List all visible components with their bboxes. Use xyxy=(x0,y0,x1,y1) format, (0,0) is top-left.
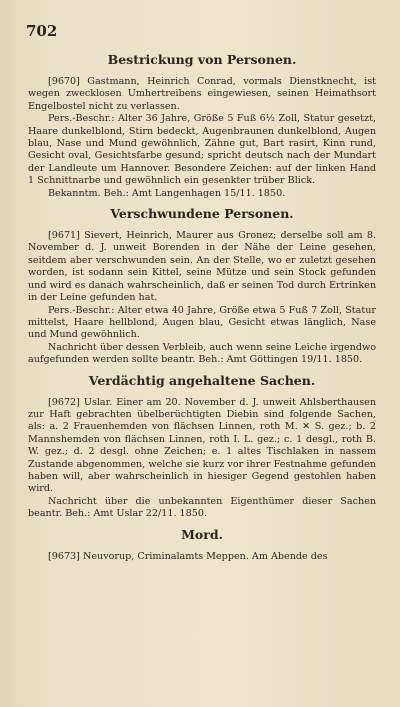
section-title: Mord. xyxy=(181,526,223,542)
description-paragraph: Pers.-Beschr.: Alter 36 Jahre, Größe 5 Fuß 6½ Zoll, Statur gesetzt, Haare dunkelblond, Stirn bedeckt, Augenbraunen dunkelblond, Augen blau, Nase und Mund gewöhnlich, Zähne gut, Bart rasirt, Kinn rund, Gesicht oval, Gesichtsfarbe gesund; spricht deutsch nach der Mundart der Landleute um Hannover. Besondere Zeichen: auf der linken Hand 1 Schnittnarbe und gewöhnlich ein gesenkter trüber Blick. xyxy=(28,113,376,187)
page-number: 702 xyxy=(26,22,58,40)
section-title: Verschwundene Personen. xyxy=(110,206,294,222)
section-verschwundene xyxy=(28,206,376,366)
case-paragraph: [9672] Uslar. Einer am 20. November d. J. unweit Ahlsberthausen zur Haft gebrachten übelberüchtigten Diebin sind folgende Sachen, als: a. 2 Frauenhemden von flächsen Linnen, roth M. ✕ S. gez.; b. 2 Mannshemden von flächsen Linnen, roth I. L. gez.; c. 1 desgl., roth B. W. gez.; d. 2 desgl. ohne Zeichen; e. 1 altes Tischlaken in nassem Zustande abgenommen, welche sie kurz vor ihrer Festnahme gefunden haben will, aber wahrscheinlich in hiesiger Gegend gestohlen haben wird. xyxy=(28,396,376,495)
section-title: Bestrickung von Personen. xyxy=(107,52,297,67)
case-paragraph: [9670] Gastmann, Heinrich Conrad, vormals Dienstknecht, ist wegen zwecklosen Umhertreibens eingewiesen, seinen Heimathsort Engelbostel nicht zu verlassen. xyxy=(28,76,376,112)
case-paragraph: [9673] Neuvorup, Criminalamts Meppen. Am Abende des xyxy=(48,550,328,562)
section-verdaechtig xyxy=(28,373,376,521)
section-title: Verdächtig angehaltene Sachen. xyxy=(88,372,316,388)
authority-paragraph: Nachricht über dessen Verbleib, auch wenn seine Leiche irgendwo aufgefunden werden sollte beantr. Beh.: Amt Göttingen 19/11. 1850. xyxy=(28,341,376,366)
case-paragraph: [9671] Sievert, Heinrich, Maurer aus Gronez; derselbe soll am 8. November d. J. unweit Borenden in der Nähe der Leine gesehen, seitdem aber verschwunden sein. An der Stelle, wo er zuletzt gesehen worden, ist sodann sein Kittel, seine Mütze und sein Stock gefunden und wird es danach wahrscheinlich, daß er seinen Tod durch Ertrinken in der Leine gefunden hat. xyxy=(28,230,376,304)
description-paragraph: Pers.-Beschr.: Alter etwa 40 Jahre, Größe etwa 5 Fuß 7 Zoll, Statur mittelst, Haare hellblond, Augen blau, Gesicht etwas länglich, Nase und Mund gewöhnlich. xyxy=(28,304,376,341)
section-bestrickung xyxy=(28,52,376,200)
section-mord xyxy=(28,527,376,563)
authority-paragraph: Nachricht über die unbekannten Eigenthümer dieser Sachen beantr. Beh.: Amt Uslar 22/11. 1850. xyxy=(28,495,376,520)
authority-paragraph: Bekanntm. Beh.: Amt Langenhagen 15/11. 1850. xyxy=(48,187,286,199)
